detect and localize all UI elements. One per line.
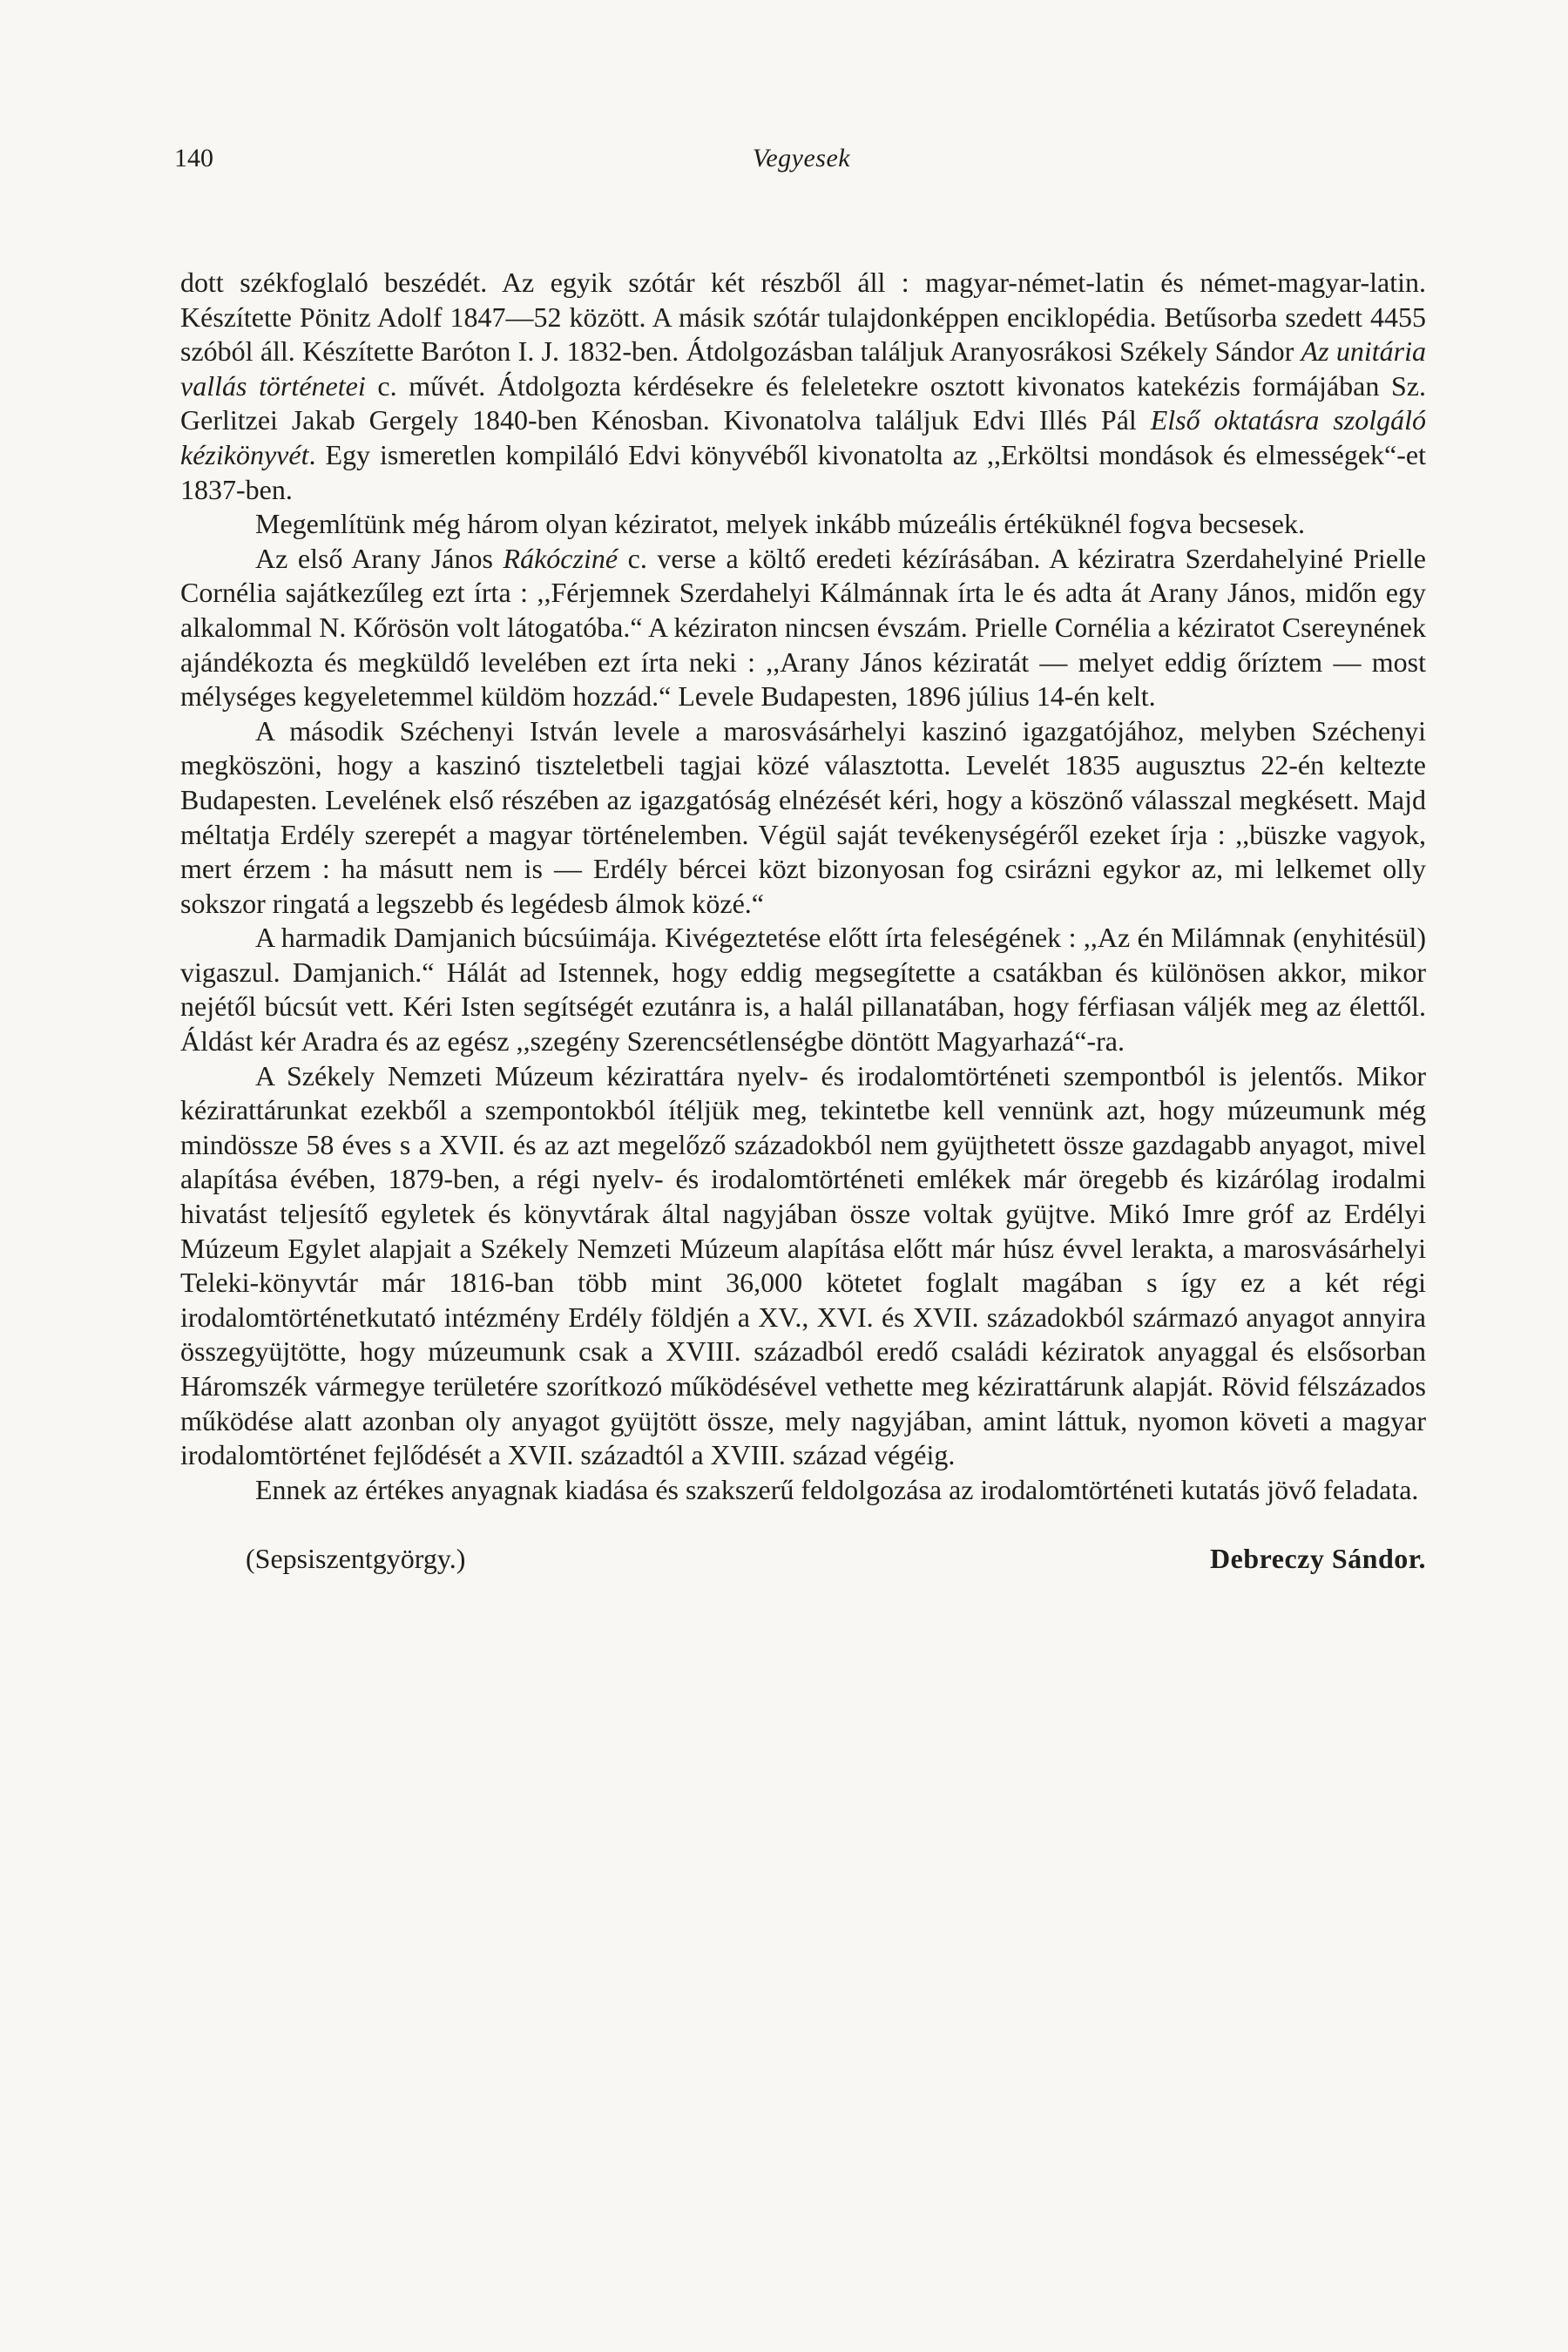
paragraph-3 xyxy=(180,542,1426,714)
paragraph-text: . Egy ismeretlen kompiláló Edvi könyvéből kivonatolta az ,,Erköltsi mondások és elmességek“-et 1837-ben. xyxy=(180,438,1426,505)
book-title: Első oktatásra szolgáló kézikönyvét xyxy=(180,404,1427,470)
paragraph-text: c. művét. Átdolgozta kérdésekre és feleletekre osztott kivonatos katekézis formájában Sz. Gerlitzei Jakab Gergely 1840-ben Kénosban. Kivonatolva találjuk Edvi Illés Pál xyxy=(180,369,1427,436)
paragraph-text: Az első Arany János xyxy=(255,542,504,574)
page-number: 140 xyxy=(174,144,213,172)
signature-line xyxy=(180,1542,1426,1584)
paragraph-text: c. verse a költő eredeti kézírásában. A kéziratra Szerdahelyiné Prielle Cornélia sajátkezűleg ezt írta : ,,Férjemnek Szerdahelyi Kálmánnak írta le és adta át Arany János, midőn egy alkalommal N. Kőrösön volt látogatóba.“ A kéziraton nincsen évszám. Prielle Cornélia a kéziratot Csereynének ajándékozta és megküldő levelében ezt írta neki : ,,Arany János kéziratát — melyet eddig őríztem — most mélységes kegyeletemmel küldöm hozzád.“ Levele Budapesten, 1896 július 14-én kelt. xyxy=(180,542,1427,713)
paragraph-7: Ennek az értékes anyagnak kiadása és szakszerű feldolgozása az irodalomtörténeti kutatás jövő feladata. xyxy=(255,1473,1419,1505)
article-body xyxy=(180,266,1426,1584)
poem-title: Rákócziné xyxy=(503,542,618,574)
paragraph-4: A második Széchenyi István levele a marosvásárhelyi kaszinó igazgatójához, melyben Széchenyi megköszöni, hogy a kaszinó tiszteletbeli tagjai közé választotta. Levelét 1835 augusztus 22-én keltezte Budapesten. Levelének első részében az igazgatóság elnézését kéri, hogy a köszönő válasszal megkésett. Majd méltatja Erdély szerepét a magyar történelemben. Végül saját tevékenységéről ezeket írja : ,,büszke vagyok, mert érzem : ha másutt nem is — Erdély bércei közt bizonyosan fog csirázni egykor az, mi lelkemet olly sokszor ringatá a legszebb és legédesb álmok közé.“ xyxy=(180,714,1426,919)
paragraph-1 xyxy=(180,266,1426,507)
book-title: Az unitária vallás történetei xyxy=(180,335,1427,402)
page-header xyxy=(174,144,1429,187)
paragraph-5: A harmadik Damjanich búcsúimája. Kivégeztetése előtt írta feleségének : ,,Az én Milámnak (enyhitésül) vigaszul. Damjanich.“ Hálát ad Istennek, hogy eddig megsegítette a csatákban és különösen akkor, mikor nejétől búcsút vett. Kéri Isten segítségét ezutánra is, a halál pillanatában, hogy férfiasan váljék meg az élettől. Áldást kér Aradra és az egész ,,szegény Szerencsétlenségbe döntött Magyarhazá“-ra. xyxy=(180,922,1426,1058)
signature-author: Debreczy Sándor. xyxy=(1210,1543,1426,1575)
paragraph-2: Megemlítünk még három olyan kéziratot, melyek inkább múzeális értéküknél fogva becsesek. xyxy=(255,508,1305,540)
paragraph-6: A Székely Nemzeti Múzeum kézirattára nyelv- és irodalomtörténeti szempontból is jelentős. Mikor kézirattárunkat ezekből a szempontokból ítéljük meg, tekintetbe kell vennünk azt, hogy múzeumunk még mindössze 58 éves s a XVII. és az azt megelőző századokból nem gyüjthetett össze gazdagabb anyagot, mivel alapítása évében, 1879-ben, a régi nyelv- és irodalomtörténeti emlékek már öregebb és kizárólag irodalmi hivatást teljesítő egyletek és könyvtárak által nagyjában össze voltak gyüjtve. Mikó Imre gróf az Erdélyi Múzeum Egylet alapjait a Székely Nemzeti Múzeum alapítása előtt már húsz évvel lerakta, a marosvásárhelyi Teleki-könyvtár már 1816-ban több mint 36,000 kötetet foglalt magában s így ez a két régi irodalomtörténetkutató intézmény Erdély földjén a XV., XVI. és XVII. századokból származó anyagot annyira összegyüjtötte, hogy múzeumunk csak a XVIII. századból eredő családi kéziratok anyaggal és elsősorban Háromszék vármegye területére szorítkozó működésével vethette meg kézirattárunk alapját. Rövid félszázados működése alatt azonban oly anyagot gyüjtött össze, mely nagyjában, amint láttuk, nyomon követi a magyar irodalomtörténet fejlődését a XVII. századtól a XVIII. század végéig. xyxy=(180,1059,1426,1471)
running-title: Vegyesek xyxy=(752,144,851,172)
signature-location: (Sepsiszentgyörgy.) xyxy=(246,1543,466,1575)
paragraph-text: dott székfoglaló beszédét. Az egyik szótár két részből áll : magyar-német-latin és német-magyar-latin. Készítette Pönitz Adolf 1847—52 között. A másik szótár tulajdonképpen enciklopédia. Betűsorba szedett 4455 szóból áll. Készítette Baróton I. J. 1832-ben. Átdolgozásban találjuk Aranyosrákosi Székely Sándor xyxy=(180,267,1426,368)
